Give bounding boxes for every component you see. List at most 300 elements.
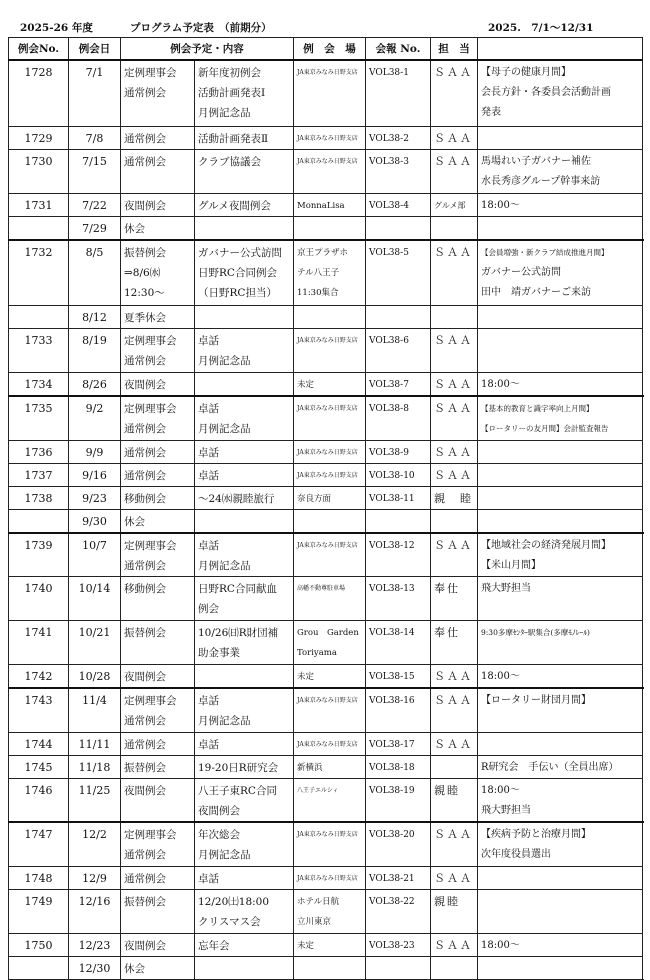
cell-line: 19-20日R研究会: [198, 761, 279, 774]
cell-line: 高幡不動尊駐車場: [297, 585, 346, 592]
meeting-type-cell: [121, 956, 195, 979]
schedule-body: [9, 60, 643, 979]
bulletin-number-cell: VOL38-3: [366, 149, 431, 193]
person-in-charge-cell: ＳＡＡ: [431, 665, 478, 689]
meeting-date-cell: 11/11: [69, 732, 121, 755]
note-line: 【疾病予防と治療月間】: [481, 829, 591, 840]
note-line: 次年度役員選出: [481, 849, 551, 860]
meeting-date-cell: 10/21: [69, 621, 121, 665]
meeting-type-cell: [121, 193, 195, 216]
meeting-type-cell: [121, 577, 195, 621]
meeting-number-cell: [9, 509, 69, 533]
meeting-content-cell: [195, 755, 294, 778]
cell-line: 京王プラザホ: [297, 247, 349, 258]
cell-line: 通常例会: [124, 559, 166, 572]
person-in-charge-cell: ＳＡＡ: [431, 822, 478, 866]
meeting-content-cell: [195, 688, 294, 732]
cell-line: 新年度初例会: [198, 67, 261, 79]
meeting-type-cell: [121, 486, 195, 509]
cell-line: 10/26㈰R財団補: [198, 627, 279, 639]
bulletin-number-cell: [366, 509, 431, 533]
cell-line: 休会: [124, 222, 145, 235]
cell-line: 日野RC合同例会: [198, 266, 277, 279]
cell-line: ～24㈬親睦旅行: [198, 492, 275, 505]
cell-line: 卓話: [198, 446, 219, 459]
meeting-type-cell: [121, 440, 195, 463]
meeting-content-cell: [195, 149, 294, 193]
table-row: [9, 755, 643, 778]
bulletin-number-cell: VOL38-7: [366, 373, 431, 397]
meeting-date-cell: 12/30: [69, 956, 121, 979]
person-in-charge-cell: [431, 956, 478, 979]
meeting-number-cell: 1747: [9, 822, 69, 866]
cell-line: 月例記念品: [198, 849, 251, 861]
venue-cell: [294, 933, 366, 956]
col-header-person: 担 当: [431, 38, 478, 61]
table-row: [9, 732, 643, 755]
meeting-content-cell: [195, 60, 294, 126]
cell-line: 卓話: [198, 403, 219, 415]
table-row: [9, 193, 643, 216]
notes-cell: [478, 755, 643, 778]
venue-cell: [294, 240, 366, 306]
bulletin-number-cell: VOL38-4: [366, 193, 431, 216]
table-row: [9, 440, 643, 463]
cell-line: JA東京みなみ日野支店: [297, 874, 358, 882]
person-in-charge-cell: [431, 306, 478, 329]
meeting-number-cell: 1746: [9, 778, 69, 822]
cell-line: 活動計画発表Ⅰ: [198, 87, 266, 99]
notes-cell: [478, 778, 643, 822]
meeting-content-cell: [195, 306, 294, 329]
cell-line: 定例理事会: [124, 695, 177, 707]
col-header-bulletin: 会報 No.: [366, 38, 431, 61]
venue-cell: [294, 665, 366, 689]
meeting-type-cell: [121, 866, 195, 889]
cell-line: 立川東京: [297, 916, 332, 927]
meeting-number-cell: 1735: [9, 396, 69, 440]
notes-cell: [478, 509, 643, 533]
venue-cell: [294, 577, 366, 621]
note-line: 18:00～: [481, 379, 520, 390]
note-line: R研究会 手伝い（全員出席）: [481, 761, 619, 773]
notes-cell: [478, 889, 643, 933]
notes-cell: [478, 373, 643, 397]
notes-cell: [478, 396, 643, 440]
meeting-date-cell: 9/16: [69, 463, 121, 486]
meeting-content-cell: [195, 665, 294, 689]
table-row: [9, 688, 643, 732]
notes-cell: [478, 329, 643, 373]
table-row: [9, 889, 643, 933]
meeting-number-cell: 1741: [9, 621, 69, 665]
person-in-charge-cell: ＳＡＡ: [431, 60, 478, 126]
table-row: [9, 306, 643, 329]
cell-line: ⇒8/6㈬: [124, 266, 161, 279]
cell-line: 休会: [124, 515, 145, 528]
meeting-number-cell: 1743: [9, 688, 69, 732]
cell-line: グルメ夜間例会: [198, 199, 271, 212]
note-line: 【米山月間】: [481, 559, 541, 571]
person-in-charge-cell: ＳＡＡ: [431, 688, 478, 732]
cell-line: 助金事業: [198, 647, 240, 659]
meeting-date-cell: 7/15: [69, 149, 121, 193]
bulletin-number-cell: VOL38-18: [366, 755, 431, 778]
bulletin-number-cell: VOL38-12: [366, 533, 431, 577]
note-line: 会長方針・各委員会活動計画: [481, 87, 611, 98]
cell-line: Toriyama: [297, 648, 337, 658]
cell-line: 通常例会: [124, 469, 166, 482]
meeting-type-cell: [121, 665, 195, 689]
cell-line: 卓話: [198, 539, 219, 552]
venue-cell: [294, 956, 366, 979]
notes-cell: [478, 216, 643, 240]
meeting-number-cell: 1731: [9, 193, 69, 216]
cell-line: 通常例会: [124, 355, 166, 367]
cell-line: 定例理事会: [124, 335, 177, 347]
meeting-type-cell: [121, 889, 195, 933]
meeting-date-cell: 7/29: [69, 216, 121, 240]
col-header-venue: 例 会 場: [294, 38, 366, 61]
cell-line: 卓話: [198, 872, 219, 885]
table-row: [9, 509, 643, 533]
page-header: [0, 0, 650, 34]
cell-line: 月例記念品: [198, 715, 251, 727]
cell-line: 日野RC合同献血: [198, 583, 277, 595]
meeting-number-cell: 1740: [9, 577, 69, 621]
cell-line: ガバナー公式訪問: [198, 246, 282, 259]
cell-line: 通常例会: [124, 738, 166, 751]
meeting-number-cell: 1739: [9, 533, 69, 577]
venue-cell: [294, 889, 366, 933]
cell-line: 八王子エルシィ: [297, 786, 339, 794]
meeting-number-cell: 1744: [9, 732, 69, 755]
meeting-number-cell: [9, 956, 69, 979]
note-line: 18:00～: [481, 784, 520, 796]
meeting-date-cell: 12/2: [69, 822, 121, 866]
meeting-number-cell: 1738: [9, 486, 69, 509]
bulletin-number-cell: VOL38-5: [366, 240, 431, 306]
meeting-number-cell: 1742: [9, 665, 69, 689]
col-header-notes: [478, 38, 643, 61]
meeting-type-cell: [121, 688, 195, 732]
meeting-content-cell: [195, 373, 294, 397]
cell-line: （日野RC担当）: [198, 286, 277, 299]
meeting-date-cell: 9/9: [69, 440, 121, 463]
notes-cell: [478, 933, 643, 956]
cell-line: 12/20㈯18:00: [198, 895, 270, 908]
person-in-charge-cell: 親 睦: [431, 486, 478, 509]
cell-line: 月例記念品: [198, 423, 251, 435]
cell-line: クラブ協議会: [198, 155, 261, 168]
notes-cell: [478, 866, 643, 889]
cell-line: 移動例会: [124, 492, 166, 505]
cell-line: JA東京みなみ日野支店: [297, 471, 358, 479]
notes-cell: [478, 621, 643, 665]
page-title: プログラム予定表 （前期分）: [130, 22, 272, 34]
person-in-charge-cell: 奉仕: [431, 621, 478, 665]
cell-line: 未定: [297, 380, 315, 390]
cell-line: 通常例会: [124, 423, 166, 435]
notes-cell: [478, 956, 643, 979]
person-in-charge-cell: ＳＡＡ: [431, 533, 478, 577]
meeting-content-cell: [195, 866, 294, 889]
note-line: 9:30多摩ｾﾝﾀｰ駅集合(多摩ﾓﾉﾚｰﾙ): [481, 628, 590, 637]
meeting-type-cell: [121, 149, 195, 193]
meeting-content-cell: [195, 440, 294, 463]
cell-line: 夜間例会: [124, 671, 166, 683]
meeting-type-cell: [121, 933, 195, 956]
bulletin-number-cell: VOL38-9: [366, 440, 431, 463]
meeting-date-cell: 8/26: [69, 373, 121, 397]
cell-line: 月例記念品: [198, 107, 251, 119]
table-header-row: [9, 38, 643, 61]
person-in-charge-cell: グルメ部: [431, 193, 478, 216]
venue-cell: [294, 486, 366, 509]
note-line: 水長秀彦グループ幹事来訪: [481, 175, 601, 187]
person-in-charge-cell: ＳＡＡ: [431, 240, 478, 306]
notes-cell: [478, 126, 643, 149]
meeting-content-cell: [195, 396, 294, 440]
cell-line: 通常例会: [124, 849, 166, 861]
meeting-type-cell: [121, 463, 195, 486]
cell-line: JA東京みなみ日野支店: [297, 740, 358, 748]
meeting-number-cell: 1733: [9, 329, 69, 373]
table-row: [9, 822, 643, 866]
bulletin-number-cell: VOL38-2: [366, 126, 431, 149]
table-row: [9, 396, 643, 440]
cell-line: クリスマス会: [198, 915, 261, 928]
note-line: 【ロータリーの友月間】会計監査報告: [481, 424, 609, 433]
venue-cell: [294, 149, 366, 193]
person-in-charge-cell: [431, 216, 478, 240]
col-header-content: 例会予定・内容: [121, 38, 294, 61]
cell-line: JA東京みなみ日野支店: [297, 448, 358, 456]
cell-line: 定例理事会: [124, 829, 177, 841]
cell-line: 奈良方面: [297, 493, 332, 504]
cell-line: 通常例会: [124, 872, 166, 885]
venue-cell: [294, 440, 366, 463]
meeting-content-cell: [195, 240, 294, 306]
person-in-charge-cell: ＳＡＡ: [431, 329, 478, 373]
bulletin-number-cell: VOL38-21: [366, 866, 431, 889]
meeting-date-cell: 11/18: [69, 755, 121, 778]
meeting-type-cell: [121, 60, 195, 126]
cell-line: JA東京みなみ日野支店: [297, 69, 358, 76]
meeting-number-cell: 1749: [9, 889, 69, 933]
bulletin-number-cell: VOL38-22: [366, 889, 431, 933]
cell-line: 月例記念品: [198, 355, 251, 367]
note-line: 飛大野担当: [481, 583, 531, 594]
meeting-type-cell: [121, 240, 195, 306]
notes-cell: [478, 665, 643, 689]
cell-line: 忘年会: [198, 939, 230, 952]
table-row: [9, 240, 643, 306]
cell-line: 夜間例会: [124, 199, 166, 212]
meeting-type-cell: [121, 373, 195, 397]
venue-cell: [294, 755, 366, 778]
bulletin-number-cell: VOL38-13: [366, 577, 431, 621]
cell-line: JA東京みなみ日野支店: [297, 337, 358, 344]
meeting-content-cell: [195, 463, 294, 486]
meeting-content-cell: [195, 193, 294, 216]
cell-line: Grou Garden: [297, 628, 359, 638]
meeting-content-cell: [195, 486, 294, 509]
table-row: [9, 373, 643, 397]
notes-cell: [478, 306, 643, 329]
meeting-content-cell: [195, 126, 294, 149]
person-in-charge-cell: ＳＡＡ: [431, 396, 478, 440]
program-schedule-table: [8, 37, 643, 980]
venue-cell: [294, 329, 366, 373]
meeting-date-cell: 10/14: [69, 577, 121, 621]
meeting-date-cell: 10/7: [69, 533, 121, 577]
notes-cell: [478, 463, 643, 486]
meeting-content-cell: [195, 956, 294, 979]
meeting-number-cell: 1730: [9, 149, 69, 193]
meeting-number-cell: 1728: [9, 60, 69, 126]
bulletin-number-cell: [366, 216, 431, 240]
cell-line: 通常例会: [124, 87, 166, 99]
person-in-charge-cell: 親睦: [431, 889, 478, 933]
cell-line: 年次総会: [198, 829, 240, 841]
meeting-content-cell: [195, 778, 294, 822]
person-in-charge-cell: ＳＡＡ: [431, 126, 478, 149]
cell-line: 定例理事会: [124, 403, 177, 415]
cell-line: 振替例会: [124, 246, 166, 259]
cell-line: 夏季休会: [124, 312, 166, 324]
cell-line: 活動計画発表Ⅱ: [198, 132, 269, 145]
cell-line: 夜間例会: [124, 784, 166, 797]
meeting-number-cell: [9, 306, 69, 329]
person-in-charge-cell: [431, 755, 478, 778]
table-row: [9, 60, 643, 126]
note-line: 【地域社会の経済発展月間】: [481, 539, 611, 551]
bulletin-number-cell: VOL38-15: [366, 665, 431, 689]
note-line: 【会員増強・新クラブ結成推進月間】: [481, 247, 609, 257]
meeting-type-cell: [121, 755, 195, 778]
meeting-type-cell: [121, 778, 195, 822]
notes-cell: [478, 149, 643, 193]
notes-cell: [478, 440, 643, 463]
person-in-charge-cell: ＳＡＡ: [431, 440, 478, 463]
meeting-date-cell: 12/23: [69, 933, 121, 956]
bulletin-number-cell: VOL38-14: [366, 621, 431, 665]
note-line: 18:00～: [481, 199, 520, 211]
col-header-no: 例会No.: [9, 38, 69, 61]
notes-cell: [478, 732, 643, 755]
venue-cell: [294, 463, 366, 486]
notes-cell: [478, 577, 643, 621]
table-row: [9, 533, 643, 577]
venue-cell: [294, 778, 366, 822]
bulletin-number-cell: VOL38-6: [366, 329, 431, 373]
meeting-number-cell: 1729: [9, 126, 69, 149]
note-line: 【基本的教育と識字率向上月間】: [481, 404, 594, 413]
cell-line: 通常例会: [124, 155, 166, 168]
meeting-date-cell: 7/1: [69, 60, 121, 126]
bulletin-number-cell: VOL38-19: [366, 778, 431, 822]
note-line: 【母子の健康月間】: [481, 67, 571, 78]
cell-line: 月例記念品: [198, 559, 251, 572]
cell-line: テル八王子: [297, 267, 340, 278]
table-row: [9, 956, 643, 979]
meeting-date-cell: 9/2: [69, 396, 121, 440]
cell-line: JA東京みなみ日野支店: [297, 831, 358, 838]
cell-line: 卓話: [198, 738, 219, 751]
person-in-charge-cell: 奉仕: [431, 577, 478, 621]
notes-cell: [478, 240, 643, 306]
table-row: [9, 216, 643, 240]
meeting-date-cell: 9/30: [69, 509, 121, 533]
meeting-type-cell: [121, 126, 195, 149]
person-in-charge-cell: ＳＡＡ: [431, 373, 478, 397]
meeting-date-cell: 12/9: [69, 866, 121, 889]
venue-cell: [294, 396, 366, 440]
cell-line: 定例理事会: [124, 67, 177, 79]
meeting-date-cell: 12/16: [69, 889, 121, 933]
venue-cell: [294, 193, 366, 216]
note-line: ガバナー公式訪問: [481, 266, 561, 278]
table-row: [9, 577, 643, 621]
cell-line: ホテル日航: [297, 896, 340, 907]
note-line: 飛大野担当: [481, 804, 531, 816]
note-line: 発表: [481, 107, 501, 118]
meeting-number-cell: [9, 216, 69, 240]
meeting-content-cell: [195, 822, 294, 866]
meeting-type-cell: [121, 329, 195, 373]
fiscal-year-label: 2025-26 年度: [20, 22, 93, 34]
cell-line: 未定: [297, 672, 315, 682]
cell-line: JA東京みなみ日野支店: [297, 157, 358, 165]
bulletin-number-cell: VOL38-17: [366, 732, 431, 755]
cell-line: 11:30集合: [297, 287, 339, 298]
notes-cell: [478, 822, 643, 866]
meeting-number-cell: 1750: [9, 933, 69, 956]
meeting-content-cell: [195, 732, 294, 755]
cell-line: 移動例会: [124, 583, 166, 595]
meeting-content-cell: [195, 889, 294, 933]
table-row: [9, 866, 643, 889]
person-in-charge-cell: ＳＡＡ: [431, 732, 478, 755]
notes-cell: [478, 193, 643, 216]
bulletin-number-cell: VOL38-23: [366, 933, 431, 956]
meeting-type-cell: [121, 216, 195, 240]
table-row: [9, 149, 643, 193]
bulletin-number-cell: VOL38-10: [366, 463, 431, 486]
table-row: [9, 463, 643, 486]
note-line: 【ロータリー財団月間】: [481, 695, 591, 706]
venue-cell: [294, 621, 366, 665]
venue-cell: [294, 732, 366, 755]
meeting-content-cell: [195, 216, 294, 240]
meeting-number-cell: 1732: [9, 240, 69, 306]
venue-cell: [294, 60, 366, 126]
meeting-type-cell: [121, 732, 195, 755]
cell-line: 夜間例会: [124, 939, 166, 952]
bulletin-number-cell: [366, 306, 431, 329]
meeting-date-cell: 9/23: [69, 486, 121, 509]
cell-line: 通常例会: [124, 715, 166, 727]
table-row: [9, 329, 643, 373]
table-row: [9, 486, 643, 509]
venue-cell: [294, 533, 366, 577]
meeting-number-cell: 1745: [9, 755, 69, 778]
table-row: [9, 933, 643, 956]
note-line: 18:00～: [481, 671, 520, 682]
person-in-charge-cell: ＳＡＡ: [431, 933, 478, 956]
meeting-type-cell: [121, 533, 195, 577]
